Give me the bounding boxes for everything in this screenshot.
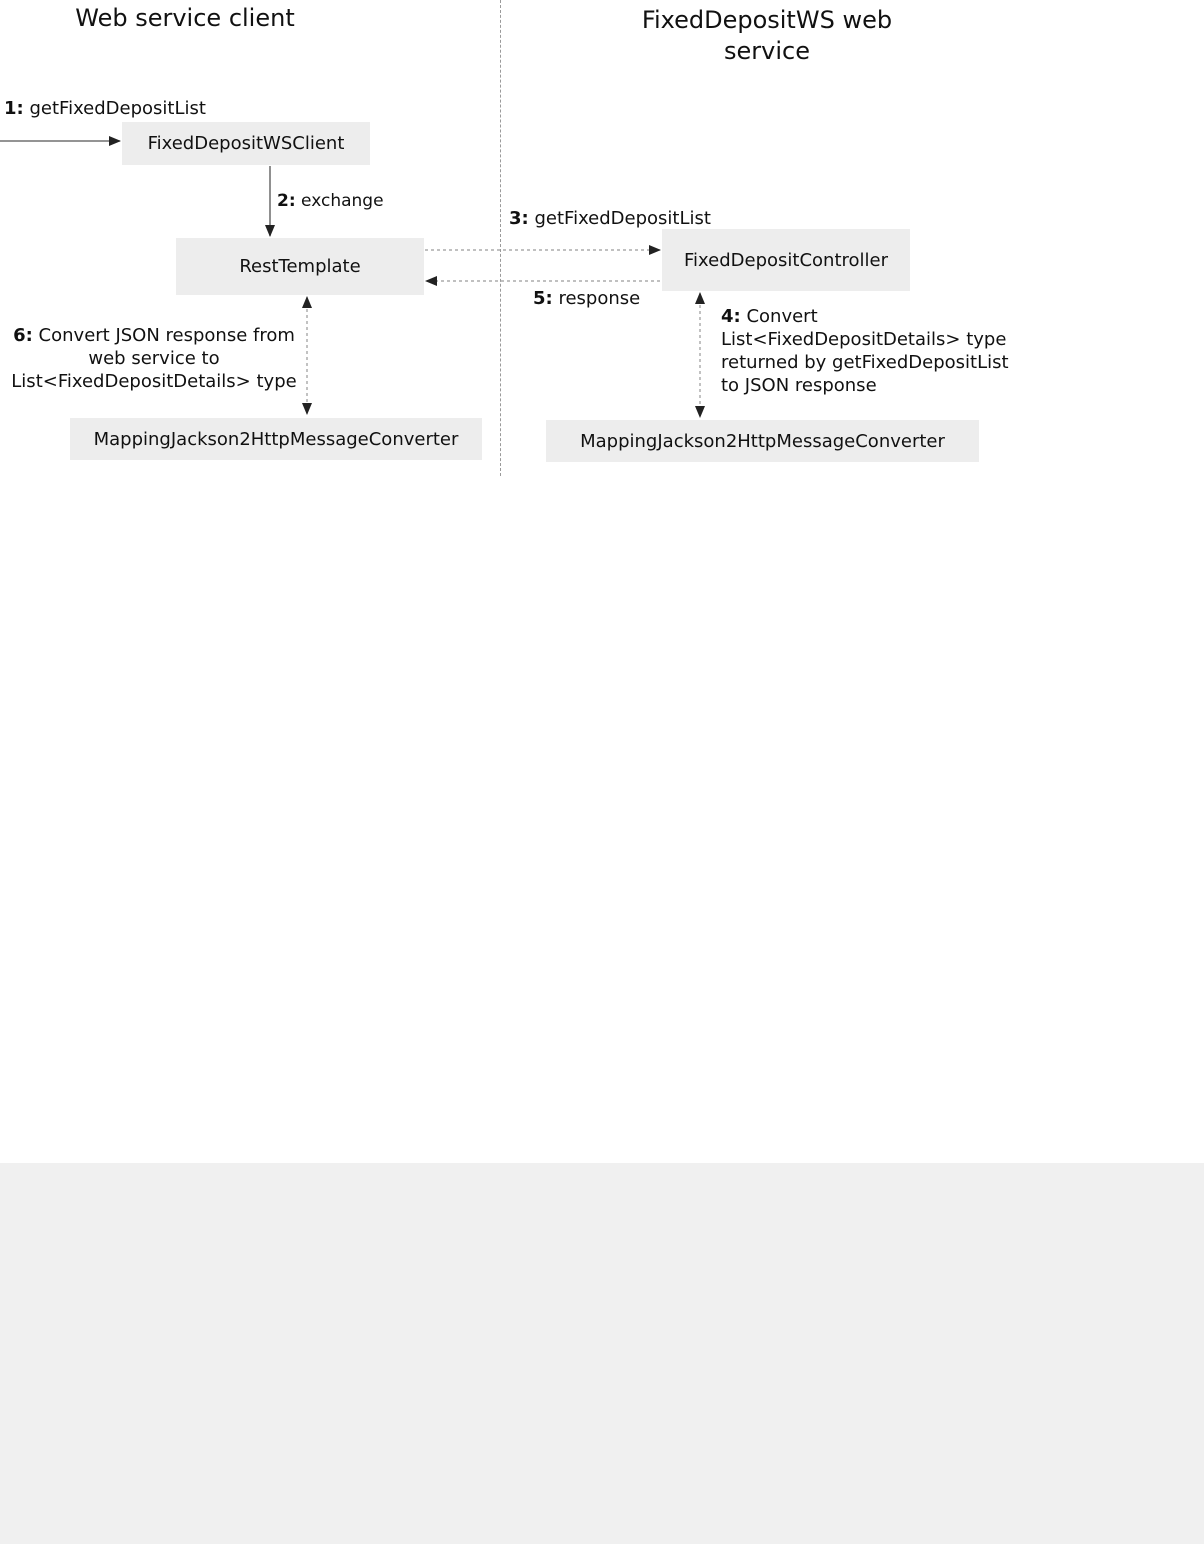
- step2-label: [277, 190, 384, 213]
- rest-template-label: RestTemplate: [239, 256, 361, 277]
- fixed-deposit-controller-box: [662, 229, 910, 291]
- client-lane-title-text: Web service client: [75, 4, 295, 32]
- step1-label: [4, 97, 206, 120]
- step4-label: [721, 305, 1009, 397]
- step6-number: 6:: [13, 325, 33, 346]
- step2-text: exchange: [301, 191, 384, 211]
- sequence-diagram: [0, 0, 1204, 480]
- client-message-converter-label: MappingJackson2HttpMessageConverter: [93, 428, 459, 450]
- fixed-deposit-ws-client-label: FixedDepositWSClient: [147, 133, 345, 154]
- step4-text-line3: returned by getFixedDepositList: [721, 352, 1009, 373]
- client-message-converter-box: [70, 418, 482, 460]
- step3-label: [509, 207, 711, 230]
- service-lane-title-line1: FixedDepositWS web: [641, 6, 893, 34]
- step4-text-line4: to JSON response: [721, 375, 877, 396]
- service-message-converter-box: [546, 420, 979, 462]
- step6-text-line1: Convert JSON response from: [38, 325, 295, 346]
- step4-text-line1: Convert: [746, 306, 818, 327]
- step5-text: response: [558, 288, 641, 309]
- service-message-converter-label: MappingJackson2HttpMessageConverter: [580, 430, 945, 452]
- step6-text-line3: List<FixedDepositDetails> type: [11, 371, 297, 392]
- step4-line1: [721, 305, 1009, 328]
- step4-text-line2: List<FixedDepositDetails> type: [721, 329, 1007, 350]
- step2-number: 2:: [277, 191, 296, 211]
- bottom-background-band: [0, 1163, 1204, 1544]
- step1-number: 1:: [4, 98, 24, 119]
- step5-number: 5:: [533, 288, 553, 309]
- step6-text-line2: web service to: [88, 348, 220, 369]
- step3-number: 3:: [509, 208, 529, 229]
- step3-text: getFixedDepositList: [534, 208, 711, 229]
- step5-label: [533, 287, 640, 310]
- step4-number: 4:: [721, 306, 741, 327]
- service-lane-title-line2: service: [724, 37, 810, 65]
- step6-label: [0, 324, 308, 393]
- step1-text: getFixedDepositList: [29, 98, 206, 119]
- fixed-deposit-controller-label: FixedDepositController: [684, 249, 888, 271]
- fixed-deposit-ws-client-box: [122, 122, 370, 165]
- step6-line1: [0, 324, 308, 347]
- rest-template-box: [176, 238, 424, 295]
